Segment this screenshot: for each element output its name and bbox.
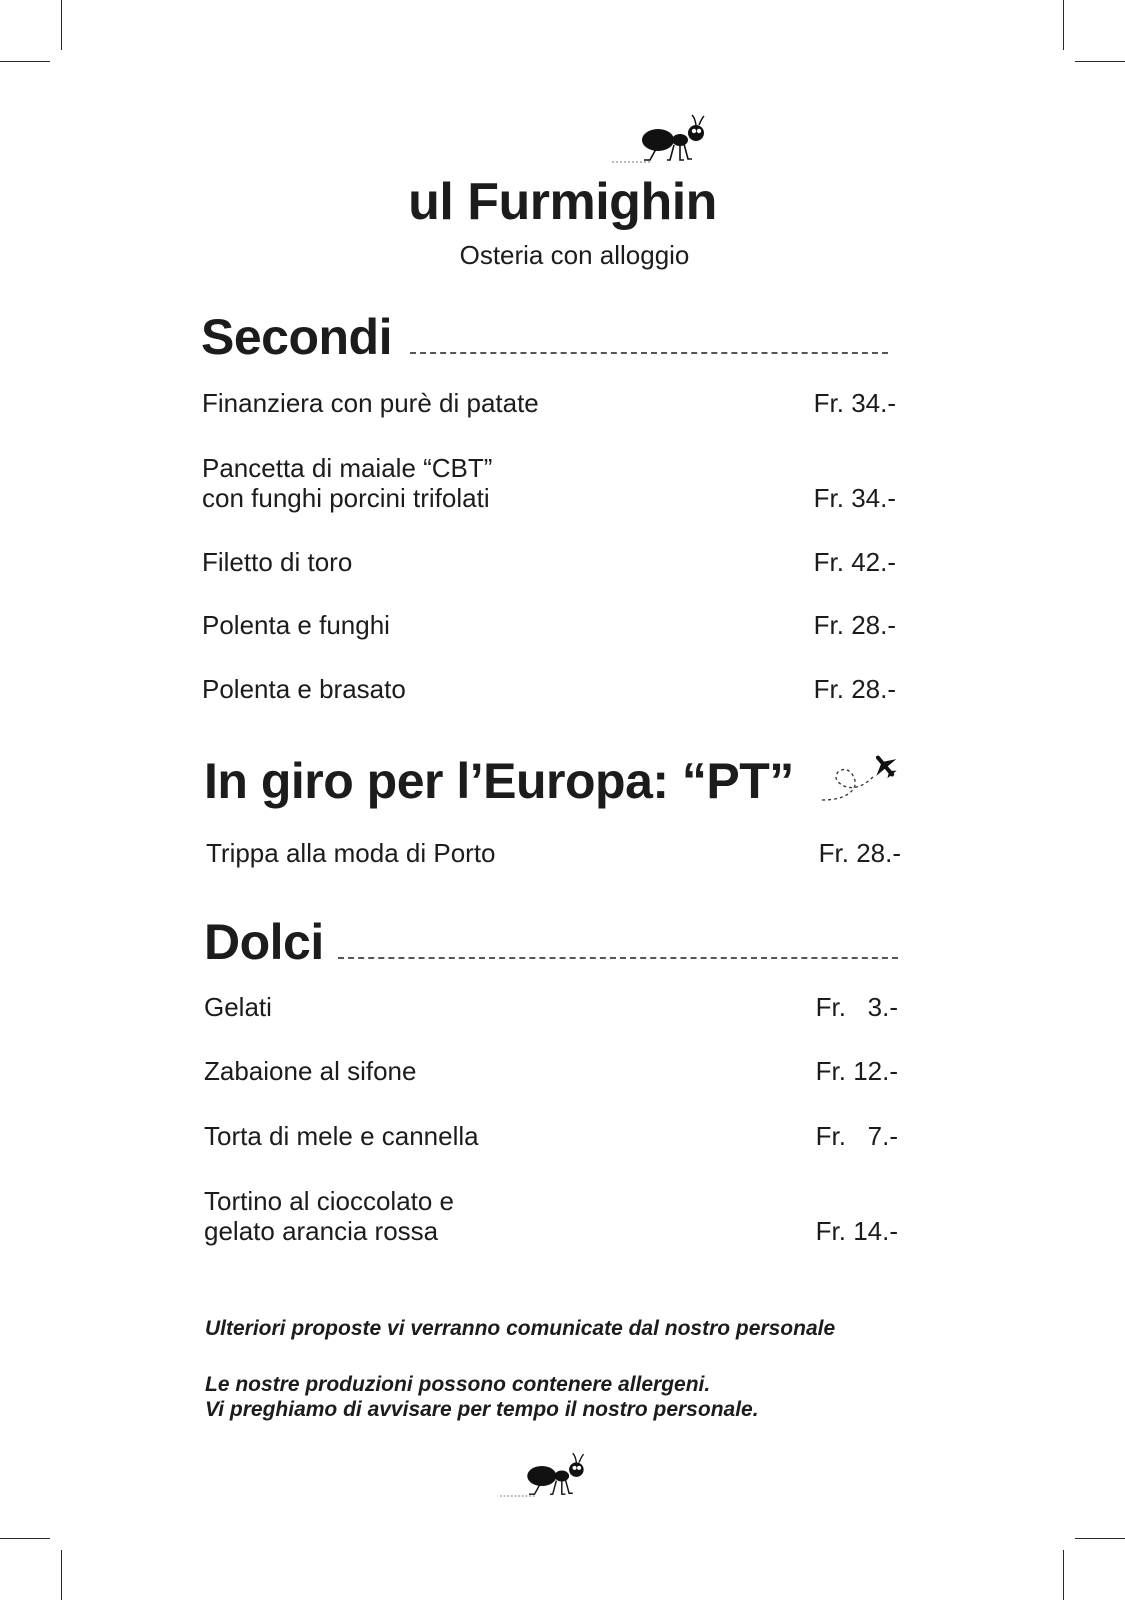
menu-item-price: Fr. 3.- (815, 992, 898, 1022)
menu-item-name: Finanziera con purè di patate (202, 388, 539, 418)
section-title-secondi: Secondi (201, 309, 392, 365)
section-divider (410, 352, 888, 354)
crop-mark (61, 1550, 62, 1600)
note-allergens: Le nostre produzioni possono contenere allergeni. (205, 1373, 711, 1396)
menu-item-price: Fr. 12.- (815, 1056, 898, 1086)
restaurant-subtitle: Osteria con alloggio (459, 240, 690, 270)
menu-item-price: Fr. 28.- (813, 610, 896, 640)
menu-item-name: Torta di mele e cannella (204, 1121, 479, 1151)
menu-item-name: Filetto di toro (202, 547, 353, 577)
menu-item-price: Fr. 34.- (813, 388, 896, 418)
note-proposals: Ulteriori proposte vi verranno comunicate dal nostro personale (205, 1317, 836, 1340)
ant-icon (500, 1450, 600, 1502)
ant-icon (612, 112, 722, 168)
menu-item-price: Fr. 34.- (813, 483, 896, 513)
menu-item-price: Fr. 28.- (818, 838, 901, 868)
crop-mark (61, 0, 62, 50)
menu-item-name: Polenta e funghi (202, 610, 390, 640)
menu-item-name: Trippa alla moda di Porto (206, 838, 496, 868)
crop-mark (0, 1538, 50, 1539)
note-allergens: Vi preghiamo di avvisare per tempo il nostro personale. (205, 1398, 759, 1421)
airplane-icon (818, 750, 906, 806)
crop-mark (1063, 1550, 1064, 1600)
menu-item-price: Fr. 14.- (815, 1216, 898, 1246)
menu-item-name: Tortino al cioccolato e (204, 1186, 455, 1216)
menu-item-name: Pancetta di maiale “CBT” (202, 453, 493, 483)
menu-item-name: gelato arancia rossa (204, 1216, 439, 1246)
menu-item-name: Zabaione al sifone (204, 1056, 417, 1086)
menu-item-name: Gelati (204, 992, 272, 1022)
restaurant-name: ul Furmighin (408, 173, 717, 231)
section-title-dolci: Dolci (204, 914, 324, 970)
menu-item-name: Polenta e brasato (202, 674, 406, 704)
crop-mark (1075, 1538, 1125, 1539)
menu-item-price: Fr. 7.- (815, 1121, 898, 1151)
section-divider (338, 957, 898, 959)
section-title-europa: In giro per l’Europa: “PT” (204, 753, 794, 809)
crop-mark (1063, 0, 1064, 50)
menu-item-name: con funghi porcini trifolati (202, 483, 490, 513)
crop-mark (1075, 61, 1125, 62)
menu-item-price: Fr. 28.- (813, 674, 896, 704)
menu-item-price: Fr. 42.- (813, 547, 896, 577)
crop-mark (0, 61, 50, 62)
